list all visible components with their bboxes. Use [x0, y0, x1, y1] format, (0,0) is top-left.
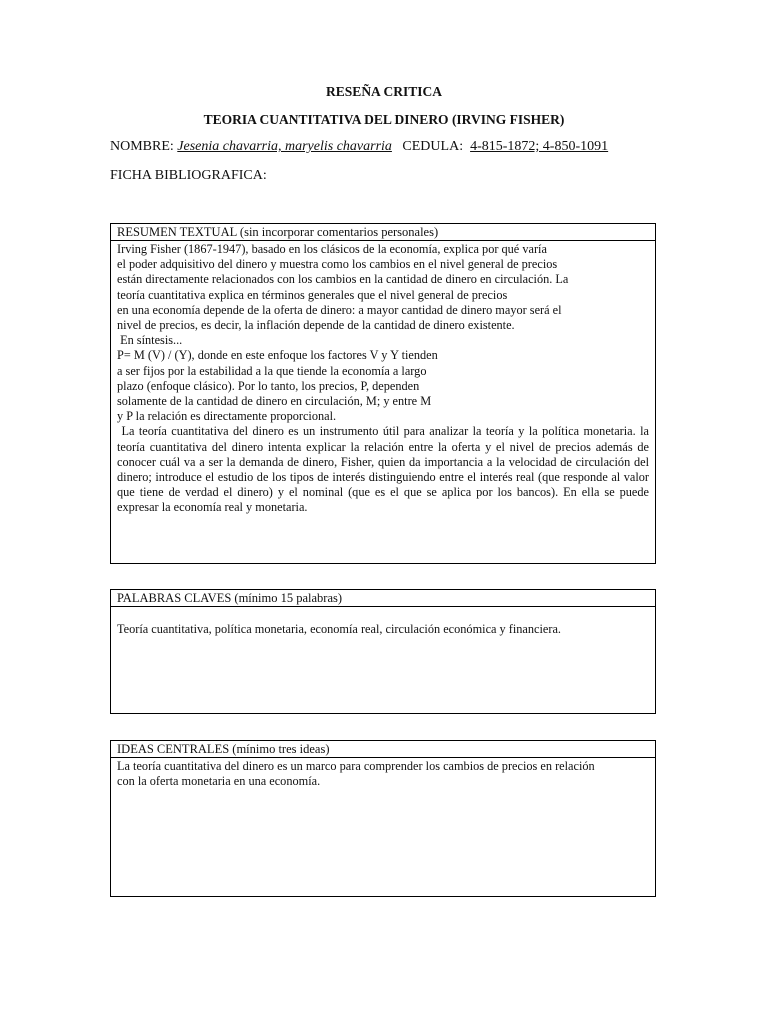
resumen-line: y P la relación es directamente proporcional.: [117, 409, 337, 424]
ideas-header: [111, 741, 655, 758]
palabras-heading: PALABRAS CLAVES: [117, 591, 232, 605]
resumen-line: el poder adquisitivo del dinero y muestra como los cambios en el nivel general de precios: [117, 257, 558, 272]
nombre-line: [110, 139, 608, 155]
resumen-textual-box: [110, 223, 656, 564]
resumen-line: solamente de la cantidad de dinero en circulación, M; y entre M: [117, 394, 432, 409]
resumen-line: están directamente relacionados con los cambios en la cantidad de dinero en circulación. La: [117, 272, 569, 287]
resumen-line: teoría cuantitativa explica en términos generales que el nivel general de precios: [117, 287, 508, 302]
cedula-value: 4-815-1872; 4-850-1091: [470, 139, 609, 154]
ideas-body: La teoría cuantitativa del dinero es un marco para comprender los cambios de precios en relación con la oferta monetaria en una economía.: [117, 759, 595, 789]
resumen-line: en una economía depende de la oferta de dinero: a mayor cantidad de dinero mayor será el: [117, 302, 562, 317]
palabras-body: Teoría cuantitativa, política monetaria, economía real, circulación económica y financiera.: [117, 622, 562, 636]
ideas-heading: IDEAS CENTRALES: [117, 742, 230, 756]
resumen-line: Irving Fisher (1867-1947), basado en los clásicos de la economía, explica por qué varía: [117, 242, 547, 256]
resumen-line: a ser fijos por la estabilidad a la que tiende la economía a largo: [117, 363, 427, 378]
palabras-heading-note: (mínimo 15 palabras): [234, 591, 343, 605]
resumen-heading-note: (sin incorporar comentarios personales): [239, 225, 439, 239]
nombre-value: Jesenia chavarria, maryelis chavarria: [177, 139, 392, 154]
resumen-body: [111, 241, 655, 517]
document-title: RESEÑA CRITICA: [326, 84, 442, 99]
cedula-label: CEDULA:: [402, 139, 464, 154]
ficha-bibliografica-label: FICHA BIBLIOGRAFICA:: [110, 168, 267, 183]
resumen-paragraph: La teoría cuantitativa del dinero es un instrumento útil para analizar la teoría y la política monetaria. la teoría cuantitativa del dinero intenta explicar la relación entre la oferta y el nivel de precios además de conocer cuál va a ser la demanda de dinero, Fisher, quien da importancia a la velocidad de circulación del dinero; introduce el estudio de los tipos de interés distinguiendo entre el interés real (que responde al valor que tiene de verdad el dinero) y el nominal (que es el que se aplica por los bancos). En ella se puede expresar la economía real y monetaria.: [117, 424, 653, 515]
nombre-label: NOMBRE:: [110, 139, 174, 154]
ideas-centrales-box: [110, 740, 656, 897]
resumen-line: plazo (enfoque clásico). Por lo tanto, los precios, P, dependen: [117, 378, 420, 393]
resumen-line: P= M (V) / (Y), donde en este enfoque los factores V y Y tienden: [117, 348, 438, 363]
palabras-claves-box: [110, 589, 656, 714]
palabras-header: [111, 590, 655, 607]
resumen-line: En síntesis...: [117, 333, 183, 348]
resumen-header: [111, 224, 655, 241]
resumen-line: nivel de precios, es decir, la inflación depende de la cantidad de dinero existente.: [117, 318, 515, 333]
document-subtitle: TEORIA CUANTITATIVA DEL DINERO (IRVING FISHER): [203, 112, 565, 127]
resumen-heading: RESUMEN TEXTUAL: [117, 225, 237, 239]
ideas-heading-note: (mínimo tres ideas): [232, 742, 330, 756]
